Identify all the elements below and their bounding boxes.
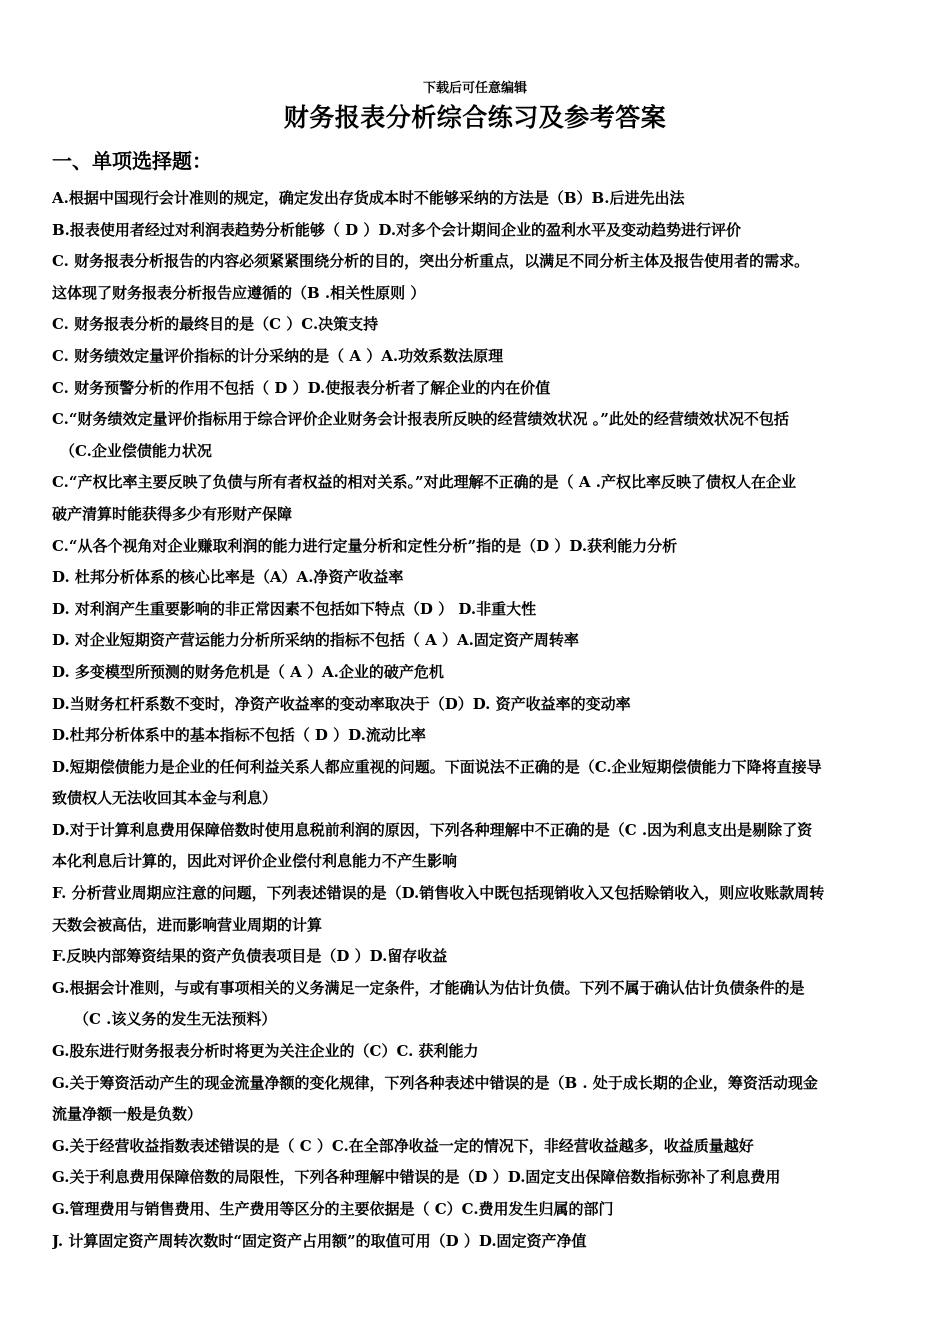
question-line: C. 财务预警分析的作用不包括（ D ）D.使报表分析者了解企业的内在价值 bbox=[52, 378, 551, 397]
question-line: A.根据中国现行会计准则的规定，确定发出存货成本时不能够采纳的方法是（B）B.后进先出法 bbox=[52, 189, 685, 207]
question-line: G.股东进行财务报表分析时将更为关注企业的（C）C. 获利能力 bbox=[52, 1042, 479, 1061]
question-line: G.管理费用与销售费用、生产费用等区分的主要依据是（ C）C.费用发生归属的部门 bbox=[52, 1200, 614, 1218]
question-line: （C.企业偿债能力状况 bbox=[60, 441, 212, 460]
question-line: D. 对利润产生重要影响的非正常因素不包括如下特点（D ） D.非重大性 bbox=[52, 599, 537, 618]
question-line: 这体现了财务报表分析报告应遵循的（B .相关性原则 ） bbox=[52, 283, 426, 302]
question-line: D.对于计算利息费用保障倍数时使用息税前利润的原因，下列各种理解中不正确的是（C .因为利息支出是剔除了资 bbox=[52, 820, 813, 839]
question-line: 破产清算时能获得多少有形财产保障 bbox=[52, 504, 293, 523]
question-line: C.“产权比率主要反映了负债与所有者权益的相对关系。”对此理解不正确的是（ A .产权比率反映了债权人在企业 bbox=[52, 473, 796, 492]
question-line: 致债权人无法收回其本金与利息） bbox=[52, 789, 278, 808]
question-line: 本化利息后计算的，因此对评价企业偿付利息能力不产生影响 bbox=[52, 852, 458, 871]
document-title: 财务报表分析综合练习及参考答案 bbox=[283, 103, 667, 132]
question-line: D. 杜邦分析体系的核心比率是（A）A.净资产收益率 bbox=[52, 568, 404, 587]
question-line: 流量净额一般是负数） bbox=[52, 1105, 203, 1124]
question-line: C.“财务绩效定量评价指标用于综合评价企业财务会计报表所反映的经营绩效状况 。”此处的经营绩效状况不包括 bbox=[52, 410, 789, 429]
question-line: C.“从各个视角对企业赚取利润的能力进行定量分析和定性分析”指的是（D ）D.获利能力分析 bbox=[52, 536, 678, 555]
section-heading: 一、单项选择题： bbox=[52, 149, 212, 173]
question-line: C. 财务绩效定量评价指标的计分采纳的是（ A ）A.功效系数法原理 bbox=[52, 346, 504, 365]
question-list bbox=[52, 183, 902, 1257]
question-line: 天数会被高估，进而影响营业周期的计算 bbox=[52, 915, 323, 934]
question-line: B.报表使用者经过对利润表趋势分析能够（ D ）D.对多个会计期间企业的盈利水平及变动趋势进行评价 bbox=[52, 220, 742, 239]
question-line: （C .该义务的发生无法预料） bbox=[74, 1010, 277, 1029]
question-line: G.关于筹资活动产生的现金流量净额的变化规律，下列各种表述中错误的是（B . 处于成长期的企业，筹资活动现金 bbox=[52, 1073, 818, 1092]
question-line: C. 财务报表分析报告的内容必须紧紧围绕分析的目的，突出分析重点，以满足不同分析主体及报告使用者的需求。 bbox=[52, 252, 810, 271]
question-line: G.根据会计准则，与或有事项相关的义务满足一定条件，才能确认为估计负债。下列不属于确认估计负债条件的是 bbox=[52, 978, 805, 997]
question-line: C. 财务报表分析的最终目的是（C ）C.决策支持 bbox=[52, 315, 379, 334]
question-line: D. 多变模型所预测的财务危机是（ A ）A.企业的破产危机 bbox=[52, 662, 444, 681]
question-line: F.反映内部筹资结果的资产负债表项目是（D ）D.留存收益 bbox=[52, 947, 448, 966]
question-line: D. 对企业短期资产营运能力分析所采纳的指标不包括（ A ）A.固定资产周转率 bbox=[52, 631, 579, 650]
header-note: 下载后可任意编辑 bbox=[422, 81, 527, 96]
question-line: J. 计算固定资产周转次数时“固定资产占用额”的取值可用（D ）D.固定资产净值 bbox=[52, 1231, 587, 1250]
question-line: D.杜邦分析体系中的基本指标不包括（ D ）D.流动比率 bbox=[52, 726, 426, 745]
question-line: F. 分析营业周期应注意的问题，下列表述错误的是（D.销售收入中既包括现销收入又包括赊销收入，则应收账款周转 bbox=[52, 884, 825, 903]
question-line: G.关于经营收益指数表述错误的是（ C ）C.在全部净收益一定的情况下，非经营收益越多，收益质量越好 bbox=[52, 1136, 754, 1155]
question-line: G.关于利息费用保障倍数的局限性，下列各种理解中错误的是（D ）D.固定支出保障倍数指标弥补了利息费用 bbox=[52, 1168, 781, 1187]
question-line: D.短期偿债能力是企业的任何利益关系人都应重视的问题。下面说法不正确的是（C.企业短期偿债能力下降将直接导 bbox=[52, 757, 822, 776]
question-line: D.当财务杠杆系数不变时，净资产收益率的变动率取决于（D）D. 资产收益率的变动率 bbox=[52, 694, 631, 713]
